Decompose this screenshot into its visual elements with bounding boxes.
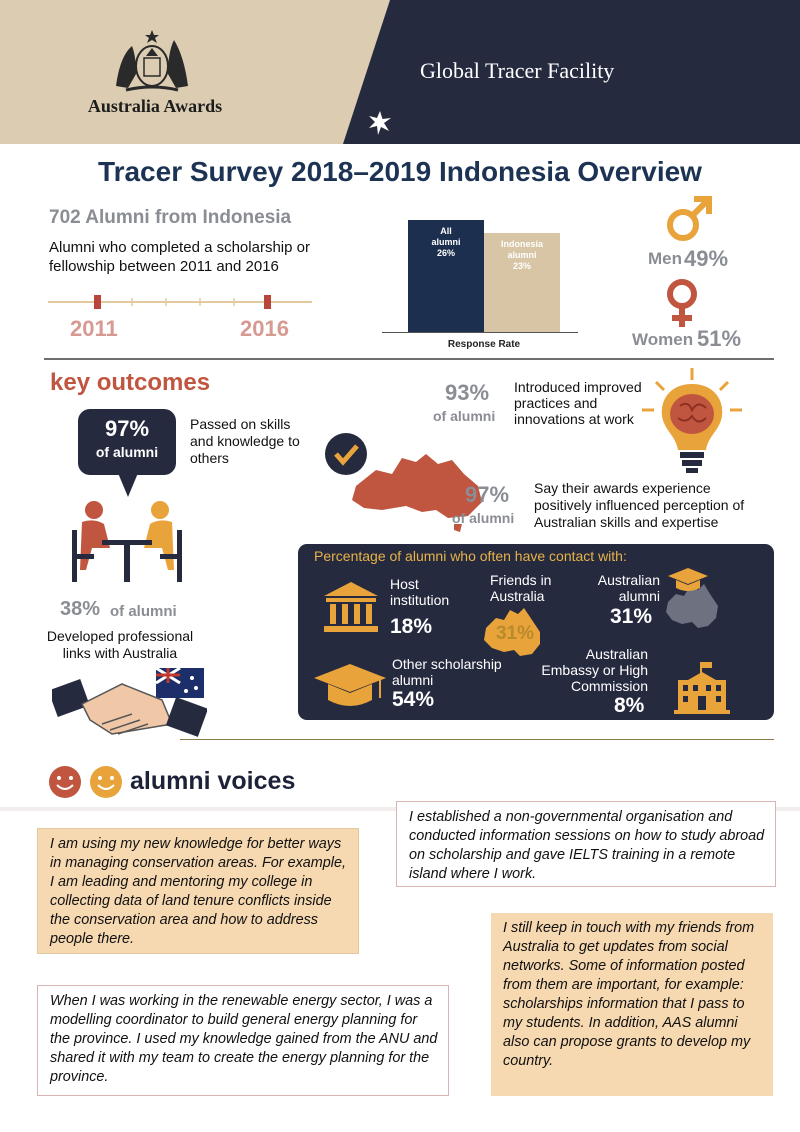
brand-name: Australia Awards [87, 96, 223, 116]
perception-percentage: 97% [465, 482, 510, 507]
perception-of-alumni: of alumni [452, 510, 515, 526]
graduation-cap-small-icon [666, 566, 710, 594]
passed-on-percentage: 97% [104, 416, 150, 441]
host-institution-value: 18% [390, 615, 433, 638]
quote-friends: I still keep in touch with my friends from Australia to get updates from social networks. Some of information posted from them are important, for example: scholarships information that I pass to my students. In addition, AAS alumni also can propose grants to develop my country. [491, 913, 773, 1096]
innovations-of-alumni: of alumni [433, 408, 496, 424]
bar-label: alumni [431, 237, 461, 248]
embassy-label: Australian Embassy or High Commission [541, 646, 648, 694]
smiley-faces-icon [48, 764, 128, 800]
australian-alumni-label: Australian alumni [597, 572, 660, 604]
innovations-description: Introduced improved practices and innovations at work [514, 379, 642, 427]
friends-value: 31% [495, 623, 535, 644]
bar-label: All [440, 226, 452, 237]
links-description: Developed professional links with Australia [46, 628, 194, 661]
bar-value-label: 26% [436, 248, 455, 259]
response-bar-all-alumni [408, 220, 484, 332]
star-icon [368, 111, 392, 135]
men-value: 49% [684, 246, 729, 271]
bar-value-label: 23% [512, 261, 531, 272]
alumni-voices-heading: alumni voices [130, 767, 296, 795]
other-scholarship-alumni-label: Other scholarship alumni [392, 656, 502, 688]
quote-conservation: I am using my new knowledge for better ways in managing conservation areas. For example, I am leading and mentoring my college in collecting data of land tenure conflicts inside the conservation area and how to address people there. [37, 828, 359, 954]
response-rate-label: Response Rate [447, 339, 521, 350]
perception-description: Say their awards experience positively influenced perception of Australian skills and expertise [534, 480, 745, 530]
quote-renewable-energy: When I was working in the renewable energy sector, I was a modelling coordinator to build general energy planning for the province. I used my knowledge gained from the ANU and shared it with my team to create the energy planning for the province. [37, 985, 449, 1096]
checkmark-icon [324, 432, 368, 476]
bar-label: alumni [507, 250, 537, 261]
passed-on-description: Passed on skills and knowledge to others [190, 416, 300, 466]
contact-panel-title: Percentage of alumni who often have contact with: [314, 548, 627, 564]
people-at-table-icon [72, 500, 182, 585]
female-symbol-icon [660, 278, 704, 328]
page-title: Tracer Survey 2018–2019 Indonesia Overview [98, 156, 702, 187]
passed-on-of-alumni: of alumni [95, 444, 159, 460]
male-symbol-icon [664, 196, 712, 244]
alumni-description: Alumni who completed a scholarship or fellowship between 2011 and 2016 [49, 239, 310, 275]
other-scholarship-alumni-value: 54% [392, 688, 435, 711]
host-institution-label: Host institution [390, 576, 450, 608]
bar-label: Indonesia [500, 239, 543, 250]
section-divider [180, 739, 774, 740]
lightbulb-brain-icon [640, 366, 745, 476]
australian-alumni-value: 31% [610, 605, 653, 628]
facility-name: Global Tracer Facility [420, 58, 615, 83]
year-timeline [48, 290, 312, 314]
key-outcomes-heading: key outcomes [50, 369, 211, 396]
header-beige-band [0, 0, 400, 144]
response-bar-indonesia-alumni [484, 233, 560, 332]
embassy-value: 8% [614, 694, 645, 717]
institution-building-icon [320, 580, 382, 634]
links-of-alumni: of alumni [110, 603, 177, 620]
timeline-year-start: 2011 [70, 316, 118, 341]
innovations-percentage: 93% [445, 380, 490, 405]
graduation-cap-icon [312, 660, 388, 712]
coat-of-arms-icon [106, 26, 198, 94]
quote-ngo: I established a non-governmental organisation and conducted information sessions on how to study abroad on scholarship and gave IELTS training in a remote island where I work. [396, 801, 776, 887]
men-label: Men [648, 249, 682, 268]
handshake-icon [52, 664, 207, 744]
links-percentage: 38% [60, 598, 101, 620]
women-label: Women [632, 330, 694, 349]
alumni-count: 702 Alumni from Indonesia [49, 207, 292, 228]
timeline-year-end: 2016 [240, 316, 289, 341]
friends-label: Friends in Australia [490, 572, 552, 604]
embassy-building-icon [674, 660, 730, 714]
section-divider [44, 358, 774, 360]
response-rate-axis [382, 332, 578, 333]
women-value: 51% [697, 326, 742, 351]
